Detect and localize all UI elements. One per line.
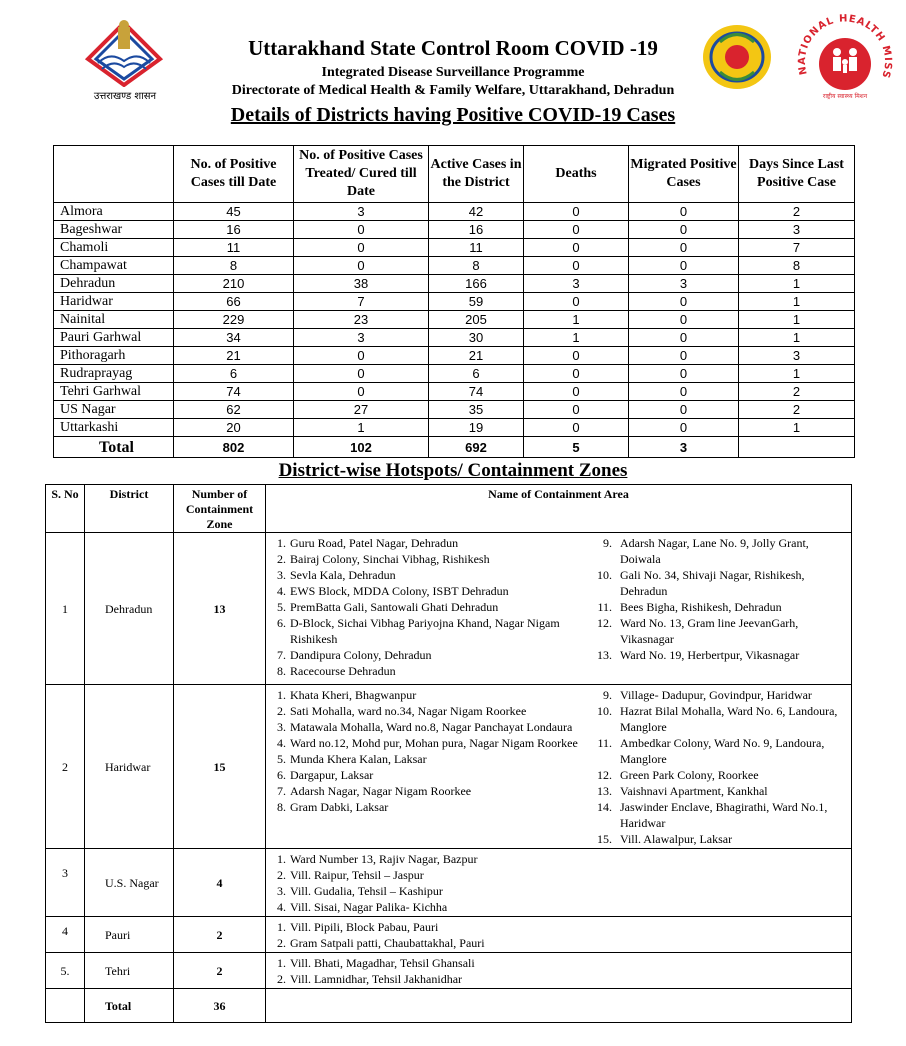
value-cell: 3 — [524, 275, 629, 293]
value-cell: 35 — [429, 401, 524, 419]
containment-area-item — [277, 851, 850, 867]
containment-area-item — [590, 567, 850, 599]
value-cell: 3 — [294, 203, 429, 221]
containment-zones-title: District-wise Hotspots/ Containment Zones — [278, 460, 628, 481]
district-cell: U.S. Nagar — [85, 849, 174, 917]
value-cell: 30 — [429, 329, 524, 347]
item-text: Racecourse Dehradun — [290, 664, 396, 678]
table-row — [54, 203, 855, 221]
item-number: 7. — [277, 784, 286, 798]
value-cell: 23 — [294, 311, 429, 329]
containment-area-item — [590, 599, 850, 615]
value-cell: 1 — [739, 365, 855, 383]
item-number: 13. — [597, 784, 612, 798]
serial-number-cell: 4 — [46, 917, 85, 953]
value-cell: 0 — [629, 347, 739, 365]
value-cell: 0 — [629, 257, 739, 275]
header-cell: Active Cases in the District — [429, 146, 524, 203]
value-cell: 6 — [429, 365, 524, 383]
containment-row — [46, 533, 852, 685]
item-text: Sati Mohalla, ward no.34, Nagar Nigam Roorkee — [290, 704, 527, 718]
value-cell — [739, 437, 855, 458]
item-number: 4. — [277, 736, 286, 750]
header-cell: Migrated Positive Cases — [629, 146, 739, 203]
value-cell: 0 — [524, 383, 629, 401]
district-name-cell: Tehri Garhwal — [54, 383, 174, 401]
value-cell: 0 — [524, 419, 629, 437]
value-cell: 7 — [294, 293, 429, 311]
containment-area-item — [590, 615, 850, 647]
table-row — [54, 311, 855, 329]
value-cell: 1 — [739, 419, 855, 437]
table-row — [54, 257, 855, 275]
value-cell: 0 — [524, 401, 629, 419]
zone-count-cell: 4 — [174, 849, 266, 917]
item-text: Ambedkar Colony, Ward No. 9, Landoura, Manglore — [620, 736, 825, 766]
containment-area-item — [590, 735, 850, 767]
header-cell: S. No — [46, 485, 85, 533]
value-cell: 0 — [294, 383, 429, 401]
containment-total-row — [46, 989, 852, 1023]
containment-area-item — [277, 955, 850, 971]
table-row — [54, 329, 855, 347]
containment-header-row — [46, 485, 852, 533]
value-cell: 66 — [174, 293, 294, 311]
value-cell: 0 — [524, 257, 629, 275]
item-text: Green Park Colony, Roorkee — [620, 768, 759, 782]
containment-area-item — [590, 767, 850, 783]
value-cell: 205 — [429, 311, 524, 329]
district-cell: Dehradun — [85, 533, 174, 685]
value-cell: 6 — [174, 365, 294, 383]
value-cell: 74 — [429, 383, 524, 401]
item-text: Khata Kheri, Bhagwanpur — [290, 688, 417, 702]
containment-area-item — [277, 867, 850, 883]
containment-area-item — [590, 831, 850, 847]
item-number: 9. — [603, 688, 612, 702]
district-cell: Pauri — [85, 917, 174, 953]
serial-number-cell: 3 — [46, 849, 85, 917]
value-cell: 2 — [739, 401, 855, 419]
value-cell: 229 — [174, 311, 294, 329]
item-number: 1. — [277, 852, 286, 866]
value-cell: 16 — [429, 221, 524, 239]
item-number: 3. — [277, 720, 286, 734]
district-name-cell: Bageshwar — [54, 221, 174, 239]
value-cell: 16 — [174, 221, 294, 239]
item-text: Munda Khera Kalan, Laksar — [290, 752, 427, 766]
containment-area-cell — [266, 849, 852, 917]
item-text: Vill. Pipili, Block Pabau, Pauri — [290, 920, 439, 934]
item-text: EWS Block, MDDA Colony, ISBT Dehradun — [290, 584, 509, 598]
header-cell: District — [85, 485, 174, 533]
value-cell: 8 — [739, 257, 855, 275]
value-cell: 45 — [174, 203, 294, 221]
value-cell: 7 — [739, 239, 855, 257]
item-text: Gram Dabki, Laksar — [290, 800, 389, 814]
value-cell: 0 — [629, 203, 739, 221]
value-cell: 0 — [629, 383, 739, 401]
containment-area-item — [277, 971, 850, 987]
item-number: 2. — [277, 936, 286, 950]
item-number: 1. — [277, 956, 286, 970]
item-number: 12. — [597, 768, 612, 782]
district-name-cell: Uttarkashi — [54, 419, 174, 437]
table-row — [54, 419, 855, 437]
zone-count-cell: 15 — [174, 685, 266, 849]
item-number: 6. — [277, 616, 286, 630]
item-number: 12. — [597, 616, 612, 630]
value-cell: 1 — [739, 329, 855, 347]
value-cell: 0 — [294, 365, 429, 383]
item-text: Vill. Raipur, Tehsil – Jaspur — [290, 868, 424, 882]
item-number: 3. — [277, 884, 286, 898]
item-text: Matawala Mohalla, Ward no.8, Nagar Panchayat Londaura — [290, 720, 573, 734]
containment-area-item — [277, 663, 582, 679]
containment-area-item — [277, 883, 850, 899]
item-text: Hazrat Bilal Mohalla, Ward No. 6, Landoura, Manglore — [620, 704, 838, 734]
district-cell: Tehri — [85, 953, 174, 989]
containment-area-item — [277, 599, 582, 615]
serial-number-cell: 1 — [46, 533, 85, 685]
item-text: Guru Road, Patel Nagar, Dehradun — [290, 536, 459, 550]
containment-area-item — [590, 647, 850, 663]
item-text: Vill. Gudalia, Tehsil – Kashipur — [290, 884, 443, 898]
item-text: Sevla Kala, Dehradun — [290, 568, 396, 582]
containment-area-item — [277, 535, 582, 551]
containment-area-item — [277, 783, 582, 799]
zone-count-cell: 2 — [174, 917, 266, 953]
table-row — [54, 293, 855, 311]
value-cell: 1 — [524, 329, 629, 347]
value-cell: 21 — [174, 347, 294, 365]
item-text: Ward No. 13, Gram line JeevanGarh, Vikasnagar — [620, 616, 799, 646]
value-cell: 1 — [739, 293, 855, 311]
value-cell: 0 — [629, 239, 739, 257]
item-number: 10. — [597, 704, 612, 718]
item-text: Bairaj Colony, Sinchai Vibhag, Rishikesh — [290, 552, 490, 566]
containment-area-item — [277, 583, 582, 599]
item-text: Vill. Lamnidhar, Tehsil Jakhanidhar — [290, 972, 463, 986]
containment-area-item — [277, 687, 582, 703]
value-cell: 8 — [429, 257, 524, 275]
header-cell: No. of Positive Cases till Date — [174, 146, 294, 203]
containment-area-item — [277, 735, 582, 751]
value-cell: 3 — [739, 347, 855, 365]
item-text: Village- Dadupur, Govindpur, Haridwar — [620, 688, 812, 702]
table-row — [54, 239, 855, 257]
containment-area-item — [277, 751, 582, 767]
value-cell: 102 — [294, 437, 429, 458]
empty-cell — [266, 989, 852, 1023]
table-row — [54, 221, 855, 239]
containment-row — [46, 953, 852, 989]
zone-count-cell: 2 — [174, 953, 266, 989]
value-cell: 0 — [629, 419, 739, 437]
district-name-cell: Pithoragarh — [54, 347, 174, 365]
value-cell: 74 — [174, 383, 294, 401]
item-text: D-Block, Sichai Vibhag Pariyojna Khand, Nagar Nigam Rishikesh — [290, 616, 560, 646]
value-cell: 3 — [739, 221, 855, 239]
containment-area-item — [277, 567, 582, 583]
value-cell: 0 — [629, 311, 739, 329]
containment-area-item — [590, 535, 850, 567]
header-cell: No. of Positive Cases Treated/ Cured till Date — [294, 146, 429, 203]
item-text: Adarsh Nagar, Nagar Nigam Roorkee — [290, 784, 472, 798]
value-cell: 2 — [739, 203, 855, 221]
nhm-arc-text: NATIONAL HEALTH MISS — [796, 13, 894, 80]
district-name-cell: Champawat — [54, 257, 174, 275]
item-number: 5. — [277, 752, 286, 766]
containment-area-item — [590, 783, 850, 799]
item-number: 3. — [277, 568, 286, 582]
containment-row — [46, 849, 852, 917]
containment-area-item — [590, 799, 850, 831]
item-number: 11. — [597, 736, 612, 750]
table-row — [54, 383, 855, 401]
value-cell: 0 — [294, 257, 429, 275]
containment-area-item — [277, 799, 582, 815]
value-cell: 0 — [629, 329, 739, 347]
district-name-cell: US Nagar — [54, 401, 174, 419]
value-cell: 38 — [294, 275, 429, 293]
value-cell: 0 — [629, 221, 739, 239]
containment-area-item — [277, 615, 582, 647]
value-cell: 62 — [174, 401, 294, 419]
district-cases-table — [53, 145, 855, 458]
value-cell: 0 — [294, 221, 429, 239]
containment-row — [46, 685, 852, 849]
value-cell: 11 — [174, 239, 294, 257]
item-text: Bees Bigha, Rishikesh, Dehradun — [620, 600, 782, 614]
item-number: 8. — [277, 664, 286, 678]
total-row — [54, 437, 855, 458]
item-number: 13. — [597, 648, 612, 662]
containment-area-cell — [266, 917, 852, 953]
value-cell: 20 — [174, 419, 294, 437]
item-number: 11. — [597, 600, 612, 614]
containment-area-item — [590, 687, 850, 703]
value-cell: 1 — [739, 311, 855, 329]
item-number: 4. — [277, 584, 286, 598]
total-label-cell: Total — [85, 989, 174, 1023]
containment-zones-table — [45, 484, 852, 1023]
containment-area-item — [277, 551, 582, 567]
district-name-cell: Haridwar — [54, 293, 174, 311]
page-subtitle-directorate: Directorate of Medical Health & Family Welfare, Uttarakhand, Dehradun — [231, 83, 675, 98]
value-cell: 21 — [429, 347, 524, 365]
table-row — [54, 401, 855, 419]
districts-table-title: Details of Districts having Positive COVID-19 Cases — [230, 104, 676, 126]
item-text: Vill. Bhati, Magadhar, Tehsil Ghansali — [290, 956, 475, 970]
value-cell: 0 — [629, 293, 739, 311]
header-cell: Days Since Last Positive Case — [739, 146, 855, 203]
value-cell: 11 — [429, 239, 524, 257]
table-row — [54, 347, 855, 365]
header-cell: Number of Containment Zone — [174, 485, 266, 533]
item-text: Ward no.12, Mohd pur, Mohan pura, Nagar Nigam Roorkee — [290, 736, 578, 750]
item-number: 9. — [603, 536, 612, 550]
value-cell: 0 — [294, 347, 429, 365]
value-cell: 27 — [294, 401, 429, 419]
district-table-header-row — [54, 146, 855, 203]
item-number: 7. — [277, 648, 286, 662]
header-cell — [54, 146, 174, 203]
item-number: 1. — [277, 536, 286, 550]
header-cell: Name of Containment Area — [266, 485, 852, 533]
item-text: Dargapur, Laksar — [290, 768, 374, 782]
value-cell: 210 — [174, 275, 294, 293]
empty-cell — [46, 989, 85, 1023]
containment-area-item — [277, 919, 850, 935]
item-text: Jaswinder Enclave, Bhagirathi, Ward No.1, Haridwar — [620, 800, 828, 830]
value-cell: 0 — [524, 221, 629, 239]
value-cell: 166 — [429, 275, 524, 293]
item-number: 8. — [277, 800, 286, 814]
district-name-cell: Rudraprayag — [54, 365, 174, 383]
left-logo-caption: उत्तराखण्ड शासन — [93, 91, 157, 102]
district-name-cell: Total — [54, 437, 174, 458]
district-name-cell: Chamoli — [54, 239, 174, 257]
value-cell: 0 — [629, 365, 739, 383]
serial-number-cell: 5. — [46, 953, 85, 989]
district-name-cell: Nainital — [54, 311, 174, 329]
value-cell: 8 — [174, 257, 294, 275]
district-name-cell: Dehradun — [54, 275, 174, 293]
item-number: 10. — [597, 568, 612, 582]
value-cell: 1 — [524, 311, 629, 329]
containment-area-item — [277, 935, 850, 951]
header-cell: Deaths — [524, 146, 629, 203]
item-number: 1. — [277, 688, 286, 702]
item-number: 1. — [277, 920, 286, 934]
item-number: 2. — [277, 704, 286, 718]
containment-area-item — [590, 703, 850, 735]
containment-area-item — [277, 647, 582, 663]
containment-area-cell — [266, 953, 852, 989]
containment-row — [46, 917, 852, 953]
item-number: 2. — [277, 868, 286, 882]
value-cell: 2 — [739, 383, 855, 401]
value-cell: 0 — [524, 293, 629, 311]
nhm-hindi-text: राष्ट्रीय स्वास्थ्य मिशन — [822, 93, 868, 100]
item-text: Vill. Sisai, Nagar Palika- Kichha — [290, 900, 448, 914]
item-number: 6. — [277, 768, 286, 782]
value-cell: 19 — [429, 419, 524, 437]
item-number: 15. — [597, 832, 612, 846]
total-zones-cell: 36 — [174, 989, 266, 1023]
table-row — [54, 275, 855, 293]
value-cell: 59 — [429, 293, 524, 311]
containment-area-item — [277, 719, 582, 735]
serial-number-cell: 2 — [46, 685, 85, 849]
item-text: Vill. Alawalpur, Laksar — [620, 832, 733, 846]
item-text: Ward Number 13, Rajiv Nagar, Bazpur — [290, 852, 478, 866]
value-cell: 0 — [524, 239, 629, 257]
table-row — [54, 365, 855, 383]
item-text: Vaishnavi Apartment, Kankhal — [620, 784, 768, 798]
item-number: 5. — [277, 600, 286, 614]
value-cell: 0 — [524, 347, 629, 365]
value-cell: 5 — [524, 437, 629, 458]
containment-area-cell — [266, 685, 852, 849]
item-text: Adarsh Nagar, Lane No. 9, Jolly Grant, Doiwala — [620, 536, 809, 566]
item-text: Gali No. 34, Shivaji Nagar, Rishikesh, Dehradun — [620, 568, 805, 598]
value-cell: 0 — [294, 239, 429, 257]
zone-count-cell: 13 — [174, 533, 266, 685]
containment-area-item — [277, 703, 582, 719]
value-cell: 3 — [629, 275, 739, 293]
value-cell: 3 — [629, 437, 739, 458]
item-number: 2. — [277, 972, 286, 986]
item-number: 2. — [277, 552, 286, 566]
item-text: Ward No. 19, Herbertpur, Vikasnagar — [620, 648, 800, 662]
page-title: Uttarakhand State Control Room COVID -19 — [248, 36, 658, 60]
item-text: PremBatta Gali, Santowali Ghati Dehradun — [290, 600, 499, 614]
item-text: Dandipura Colony, Dehradun — [290, 648, 432, 662]
value-cell: 1 — [739, 275, 855, 293]
district-name-cell: Pauri Garhwal — [54, 329, 174, 347]
containment-area-item — [277, 767, 582, 783]
item-text: Gram Satpali patti, Chaubattakhal, Pauri — [290, 936, 485, 950]
value-cell: 802 — [174, 437, 294, 458]
value-cell: 0 — [524, 365, 629, 383]
value-cell: 3 — [294, 329, 429, 347]
containment-area-item — [277, 899, 850, 915]
value-cell: 0 — [629, 401, 739, 419]
containment-area-cell — [266, 533, 852, 685]
item-number: 4. — [277, 900, 286, 914]
district-cell: Haridwar — [85, 685, 174, 849]
value-cell: 0 — [524, 203, 629, 221]
value-cell: 42 — [429, 203, 524, 221]
district-name-cell: Almora — [54, 203, 174, 221]
value-cell: 1 — [294, 419, 429, 437]
item-number: 14. — [597, 800, 612, 814]
value-cell: 34 — [174, 329, 294, 347]
value-cell: 692 — [429, 437, 524, 458]
page-subtitle-programme: Integrated Disease Surveillance Programme — [321, 65, 585, 80]
